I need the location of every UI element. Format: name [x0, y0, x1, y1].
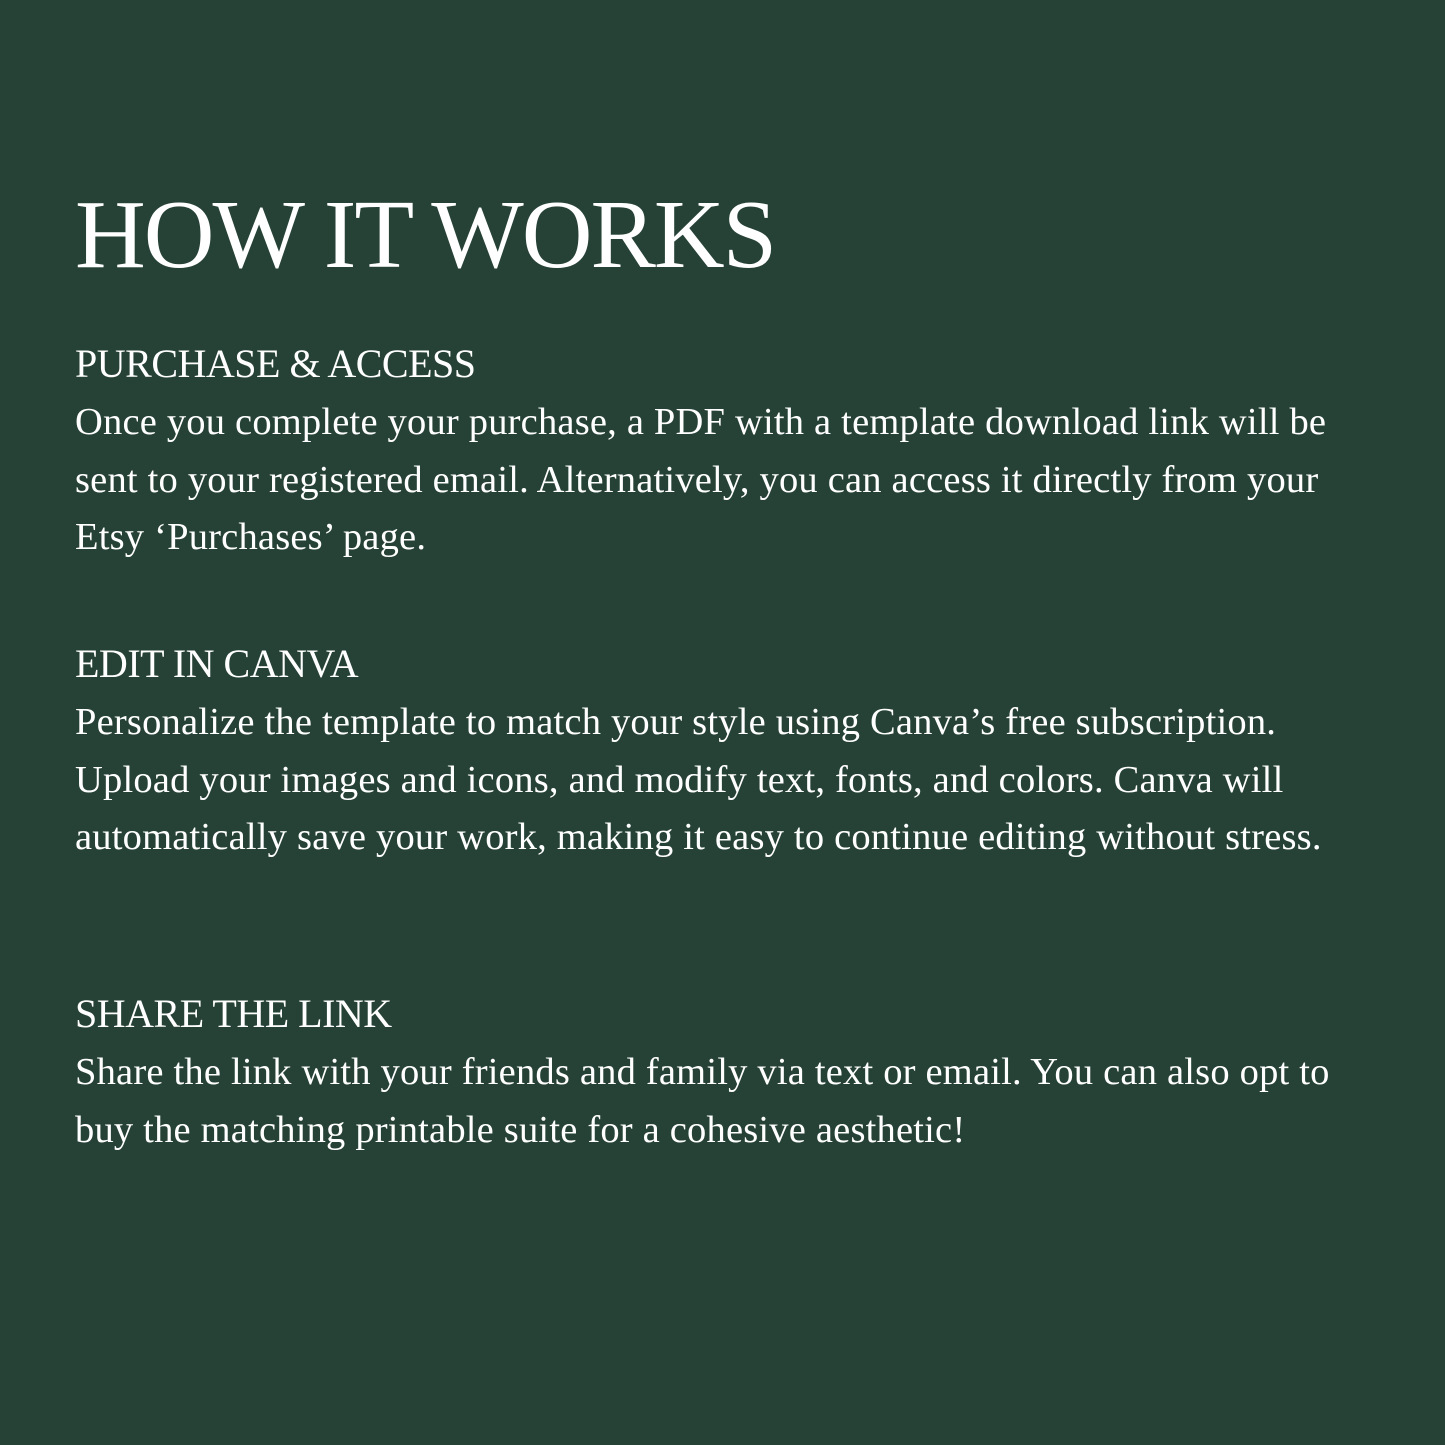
section-heading: PURCHASE & ACCESS	[75, 341, 476, 386]
section-purchase-access	[75, 341, 1345, 567]
page-title: HOW IT WORKS	[75, 181, 776, 289]
section-share-the-link	[75, 991, 1345, 1159]
section-heading: SHARE THE LINK	[75, 991, 392, 1036]
section-body: Personalize the template to match your style using Canva’s free subscription. Upload your images and icons, and modify text, fonts, and colors. Canva will automatically save your work, making it easy to continue editing without stress.	[75, 701, 1322, 858]
section-body: Share the link with your friends and family via text or email. You can also opt to buy the matching printable suite for a cohesive aesthetic!	[75, 1051, 1330, 1151]
section-edit-in-canva	[75, 641, 1345, 867]
section-heading: EDIT IN CANVA	[75, 641, 359, 686]
section-body: Once you complete your purchase, a PDF with a template download link will be sent to your registered email. Alternatively, you can access it directly from your Etsy ‘Purchases’ page.	[75, 401, 1327, 558]
